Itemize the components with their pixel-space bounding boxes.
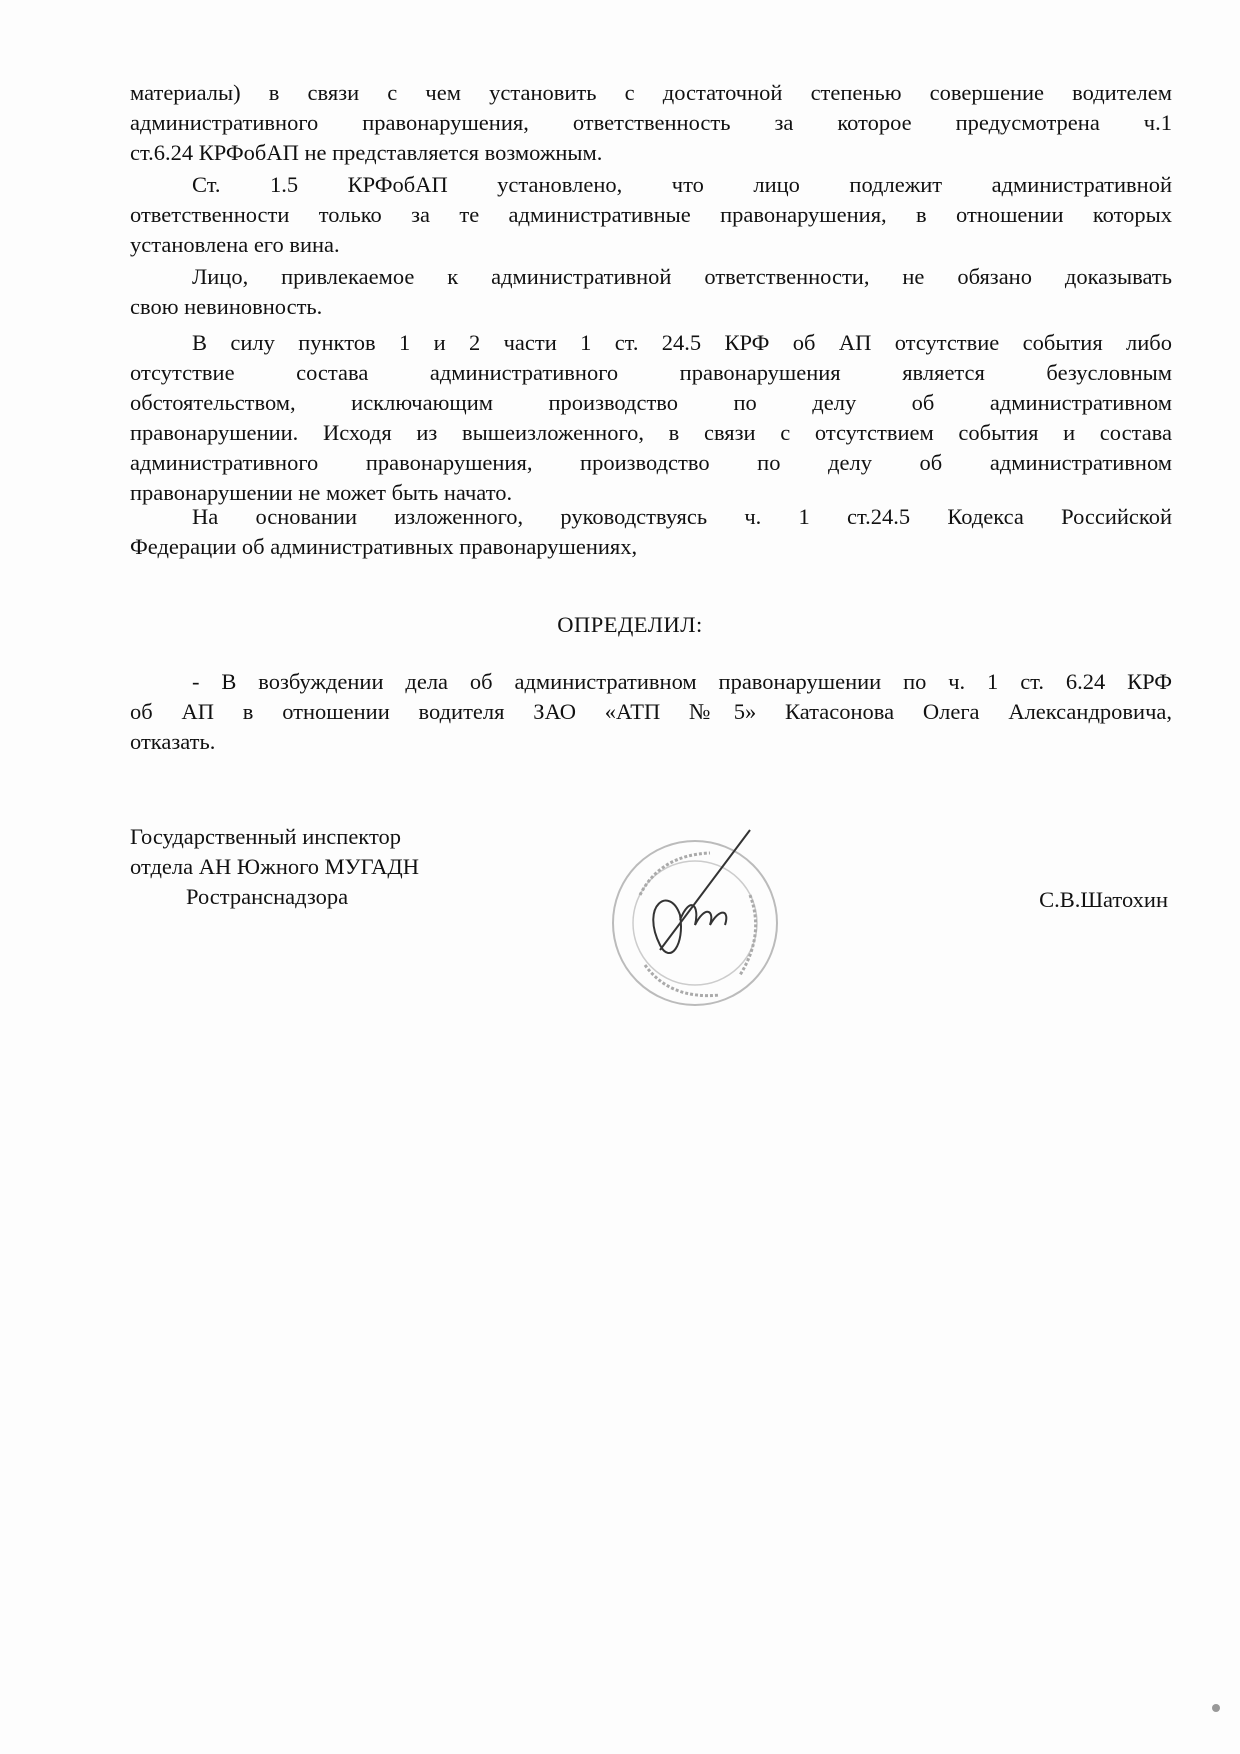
paragraph-innocence [130, 262, 1172, 322]
text-line: правонарушении. Исходя из вышеизложенного, в связи с отсутствием события и состава [130, 420, 1172, 445]
text-line: свою невиновность. [130, 294, 323, 319]
text-line: ответственности только за те административные правонарушения, в отношении которых [130, 202, 1172, 227]
stamp-icon [600, 825, 790, 1015]
signatory-title-line: Ространснадзора [186, 884, 349, 909]
text-line: - В возбуждении дела об административном правонарушении по ч. 1 ст. 6.24 КРФ [192, 669, 1172, 694]
text-line: административного правонарушения, ответственность за которое предусмотрена ч.1 [130, 110, 1172, 135]
text-line: административного правонарушения, производство по делу об административном [130, 450, 1172, 475]
text-line: отсутствие состава административного правонарушения является безусловным [130, 360, 1172, 385]
decision-heading: ОПРЕДЕЛИЛ: [557, 612, 703, 637]
text-line: материалы) в связи с чем установить с достаточной степенью совершение водителем [130, 80, 1172, 105]
text-line: В силу пунктов 1 и 2 части 1 ст. 24.5 КРФ об АП отсутствие события либо [192, 330, 1172, 355]
text-line: Ст. 1.5 КРФобАП установлено, что лицо подлежит административной [192, 172, 1172, 197]
text-line: ст.6.24 КРФобАП не представляется возможным. [130, 140, 603, 165]
paragraph-decision [130, 667, 1172, 757]
signatory-name: С.В.Шатохин [1039, 887, 1168, 912]
paragraph-evidence [130, 78, 1172, 168]
signatory-title-line: Государственный инспектор [130, 824, 401, 849]
text-line: На основании изложенного, руководствуясь ч. 1 ст.24.5 Кодекса Российской [192, 504, 1172, 529]
paragraph-article-24-5 [130, 328, 1172, 508]
text-line: установлена его вина. [130, 232, 340, 257]
text-line: Лицо, привлекаемое к административной ответственности, не обязано доказывать [192, 264, 1172, 289]
paragraph-article-1-5 [130, 170, 1172, 260]
scan-speck [1212, 1704, 1220, 1712]
text-line: об АП в отношении водителя ЗАО «АТП №5» Катасонова Олега Александровича, [130, 699, 1172, 724]
official-stamp-with-signature [600, 825, 790, 1015]
text-line: отказать. [130, 729, 216, 754]
text-line: обстоятельством, исключающим производство по делу об административном [130, 390, 1172, 415]
signatory-title [130, 822, 419, 912]
paragraph-basis [130, 502, 1172, 562]
text-line: Федерации об административных правонарушениях, [130, 534, 638, 559]
signatory-title-line: отдела АН Южного МУГАДН [130, 854, 420, 879]
text-line: правонарушении не может быть начато. [130, 480, 513, 505]
